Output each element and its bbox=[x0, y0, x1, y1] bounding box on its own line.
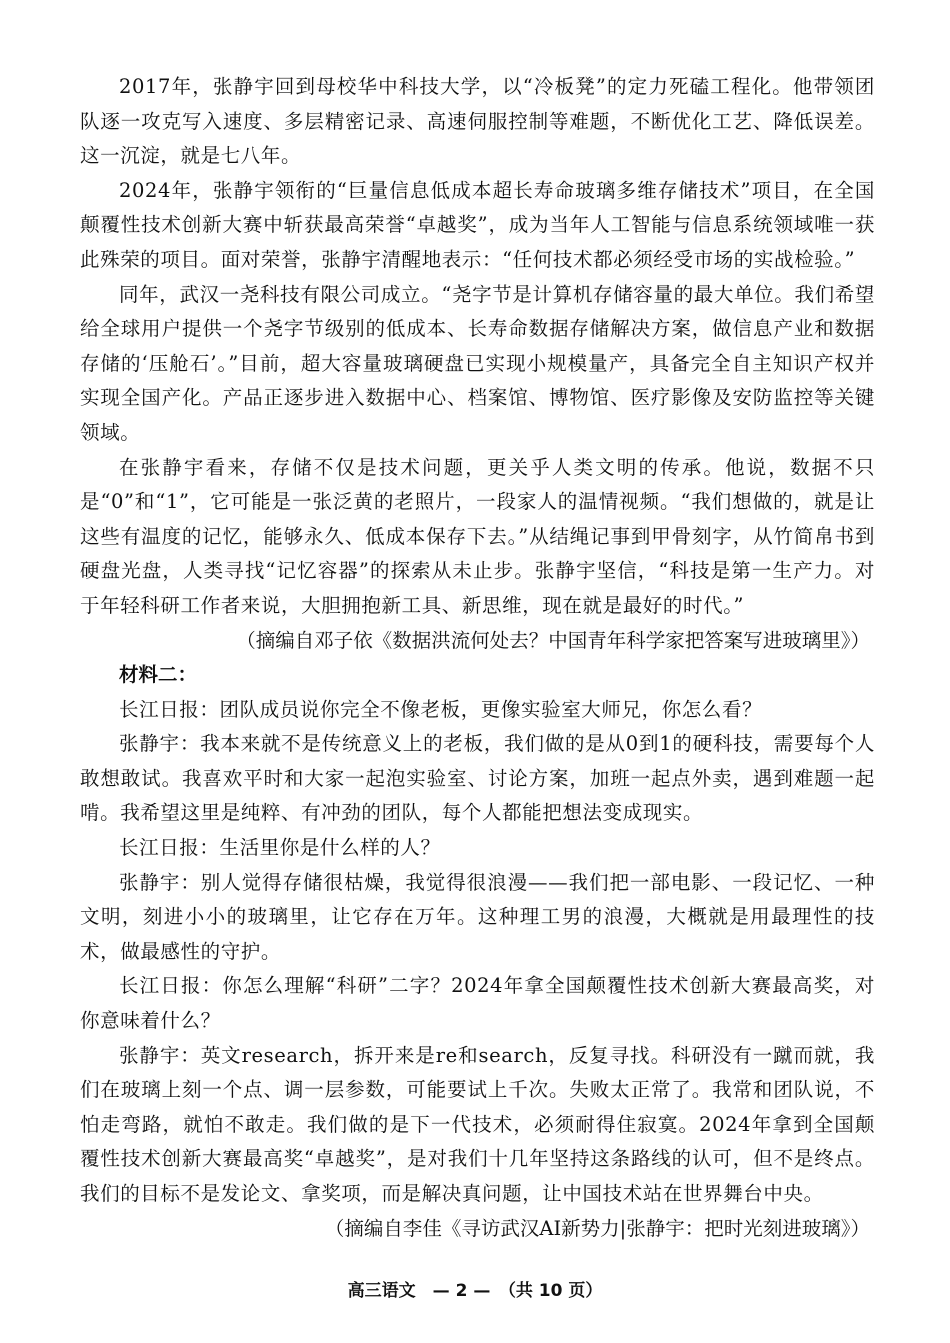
paragraph: 长江日报：生活里你是什么样的人？ bbox=[119, 836, 441, 860]
paragraph: 在张静宇看来，存储不仅是技术问题，更关乎人类文明的传承。他说，数据不只是“0”和“1”，它可能是一张泛黄的老照片，一段家人的温情视频。“我们想做的，就是让这些有温度的记忆，能够永久、低成本保存下去。”从结绳记事到甲骨刻字，从竹简帛书到硬盘光盘，人类寻找“记忆容器”的探索从未止步。张静宇坚信，“科技是第一生产力。对于年轻科研工作者来说，大胆拥抱新工具、新思维，现在就是最好的时代。” bbox=[80, 455, 875, 617]
section-heading: 材料二： bbox=[119, 663, 198, 687]
paragraph: 2024年，张静宇领衔的“巨量信息低成本超长寿命玻璃多维存储技术”项目，在全国颠覆性技术创新大赛中斩获最高荣誉“卓越奖”，成为当年人工智能与信息系统领域唯一获此殊荣的项目。面对荣誉，张静宇清醒地表示：“任何技术都必须经受市场的实战检验。” bbox=[80, 178, 875, 271]
source-citation: （摘编自李佳《寻访武汉AI新势力|张静宇：把时光刻进玻璃》） bbox=[324, 1216, 870, 1240]
paragraph: 张静宇：英文research，拆开来是re和search，反复寻找。科研没有一蹴而就，我们在玻璃上刻一个点、调一层参数，可能要试上千次。失败太正常了。我常和团队说，不怕走弯路，就怕不敢走。我们做的是下一代技术，必须耐得住寂寞。2024年拿到全国颠覆性技术创新大赛最高奖“卓越奖”，是对我们十几年坚持这条路线的认可，但不是终点。我们的目标不是发论文、拿奖项，而是解决真问题，让中国技术站在世界舞台中央。 bbox=[80, 1043, 875, 1205]
paragraph: 张静宇：别人觉得存储很枯燥，我觉得很浪漫——我们把一部电影、一段记忆、一种文明，刻进小小的玻璃里，让它存在万年。这种理工男的浪漫，大概就是用最理性的技术，做最感性的守护。 bbox=[80, 870, 875, 963]
paragraph: 2017年，张静宇回到母校华中科技大学，以“冷板凳”的定力死磕工程化。他带领团队逐一攻克写入速度、多层精密记录、高速伺服控制等难题，不断优化工艺、降低误差。这一沉淀，就是七八年。 bbox=[80, 75, 875, 168]
source-citation: （摘编自邓子依《数据洪流何处去？中国青年科学家把答案写进玻璃里》） bbox=[236, 628, 870, 652]
paragraph: 张静宇：我本来就不是传统意义上的老板，我们做的是从0到1的硬科技，需要每个人敢想敢试。我喜欢平时和大家一起泡实验室、讨论方案，加班一起点外卖，遇到难题一起啃。我希望这里是纯粹、有冲劲的团队，每个人都能把想法变成现实。 bbox=[80, 732, 875, 825]
paragraph: 同年，武汉一尧科技有限公司成立。“尧字节是计算机存储容量的最大单位。我们希望给全球用户提供一个尧字节级别的低成本、长寿命数据存储解决方案，做信息产业和数据存储的‘压舱石’。”目前，超大容量玻璃硬盘已实现小规模量产，具备完全自主知识产权并实现全国产化。产品正逐步进入数据中心、档案馆、博物馆、医疗影像及安防监控等关键领域。 bbox=[80, 282, 875, 444]
document-body bbox=[80, 70, 875, 1246]
paragraph: 长江日报：团队成员说你完全不像老板，更像实验室大师兄，你怎么看？ bbox=[119, 697, 763, 721]
page-footer: 高三语文 — 2 — （共 10 页） bbox=[347, 1281, 603, 1301]
paragraph: 长江日报：你怎么理解“科研”二字？2024年拿全国颠覆性技术创新大赛最高奖，对你意味着什么？ bbox=[80, 974, 875, 1033]
